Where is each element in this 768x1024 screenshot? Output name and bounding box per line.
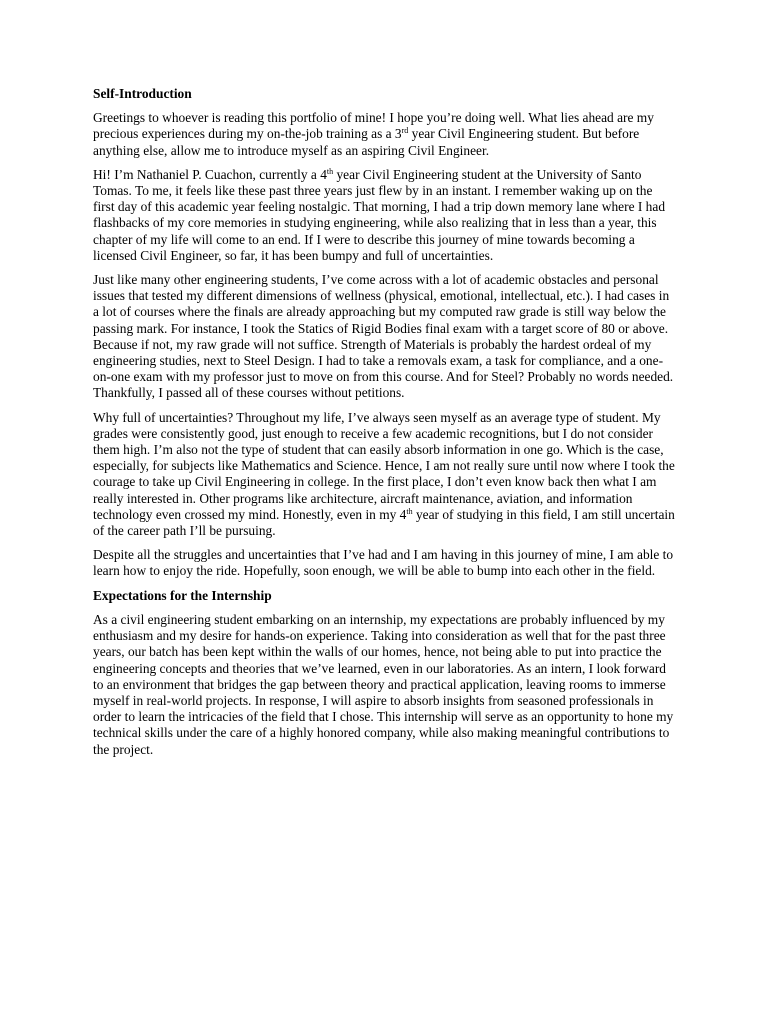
paragraph-text: As a civil engineering student embarking on an internship, my expectations are probably influenced by my enthusiasm and my desire for hands-on experience. Taking into consideration as well that for the past three years, our batch has been kept within the walls of our homes, hence, not being able to put into practice the engineering concepts and theories that we’ve learned, even in our laboratories. As an intern, I look forward to an environment that bridges the gap between theory and practical application, leaving rooms to immerse myself in real-world projects. In response, I will aspire to absorb insights from seasoned professionals in order to learn the intricacies of the field that I chose. This internship will serve as an opportunity to hone my technical skills under the care of a highly honored company, while also making meaningful contributions to the project. [93, 611, 674, 757]
paragraph-intro [93, 167, 675, 264]
paragraph-text: year Civil Engineering student. But before anything else, allow me to introduce myself as an aspiring Civil Engineer. [93, 126, 640, 158]
paragraph-text: year Civil Engineering student at the University of Santo Tomas. To me, it feels like these past three years just flew by in an instant. I remember waking up on the first day of this academic year feeling nostalgic. That morning, I had a trip down memory lane where I had flashbacks of my core memories in studying engineering, while also realizing that in less than a year, this chapter of my life will come to an end. If I were to describe this journey of mine towards becoming a licensed Civil Engineer, so far, it has been bumpy and full of uncertainties. [93, 166, 666, 263]
document-page [93, 86, 675, 766]
paragraph-text: Hi! I’m Nathaniel P. Cuachon, currently a 4 [93, 166, 327, 182]
paragraph-greetings [93, 110, 675, 159]
paragraph-text: Just like many other engineering students, I’ve come across with a lot of academic obstacles and personal issues that tested my different dimensions of wellness (physical, emotional, intellectual, etc.). I had cases in a lot of courses where the finals are already approaching but my computed raw grade is still way below the passing mark. For instance, I took the Statics of Rigid Bodies final exam with a target score of 80 or above. Because if not, my raw grade will not suffice. Strength of Materials is probably the hardest ordeal of my engineering studies, next to Steel Design. I had to take a removals exam, a task for compliance, and a one-on-one exam with my professor just to move on from this course. And for Steel? Probably no words needed. Thankfully, I passed all of these courses without petitions. [93, 272, 674, 401]
paragraph-text: Despite all the struggles and uncertainties that I’ve had and I am having in this journey of mine, I am able to learn how to enjoy the ride. Hopefully, soon enough, we will be able to bump into each other in the field. [93, 547, 674, 579]
section-heading-expectations: Expectations for the Internship [93, 587, 272, 603]
ordinal-suffix: th [326, 166, 334, 176]
paragraph-text: Greetings to whoever is reading this portfolio of mine! I hope you’re doing well. What lies ahead are my precious experiences during my on-the-job training as a 3 [93, 110, 654, 142]
paragraph-uncertainties [93, 410, 675, 540]
paragraph-obstacles [93, 272, 675, 402]
paragraph-expectations [93, 612, 675, 758]
ordinal-suffix: th [406, 506, 413, 516]
ordinal-suffix: rd [401, 126, 409, 136]
paragraph-despite [93, 547, 675, 579]
paragraph-text: year of studying in this field, I am still uncertain of the career path I’ll be pursuing. [93, 506, 675, 539]
paragraph-text: Why full of uncertainties? Throughout my life, I’ve always seen myself as an average type of student. My grades were consistently good, just enough to receive a few academic recognitions, but I do not consider them high. I’m also not the type of student that can easily absorb information in one go. Which is the case, especially, for subjects like Mathematics and Science. Hence, I am not really sure until now where I took the courage to take up Civil Engineering in college. In the first place, I don’t even know back then what I am really interested in. Other programs like architecture, aircraft maintenance, aviation, and information technology even crossed my mind. Honestly, even in my 4 [93, 409, 675, 522]
section-heading-self-introduction: Self-Introduction [93, 86, 192, 101]
